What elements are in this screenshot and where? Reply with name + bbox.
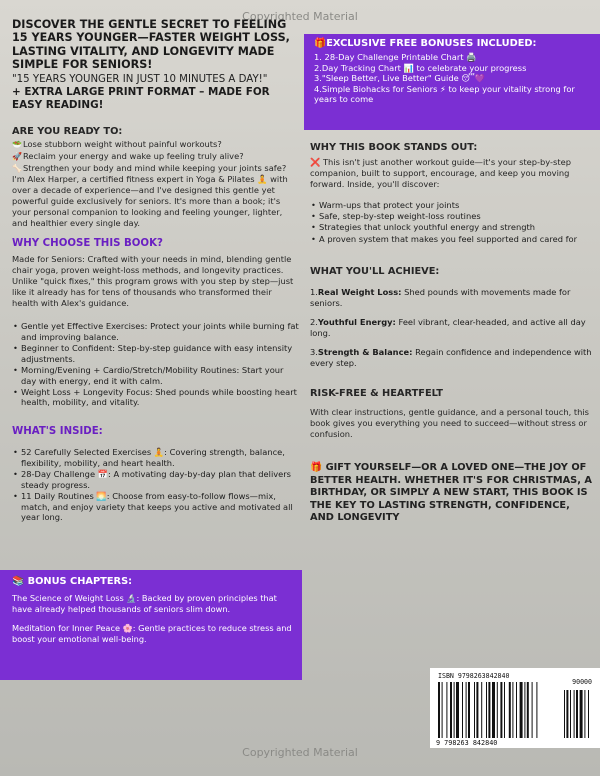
bowl-icon: 🥗 (12, 140, 22, 150)
barcode-bar (492, 682, 495, 738)
barcode-bar (509, 682, 511, 738)
barcode-bar (466, 682, 467, 738)
list-item: • Safe, step-by-step weight-loss routines (310, 211, 592, 222)
gift-callout: 🎁 GIFT YOURSELF—OR A LOVED ONE—THE JOY OF BETTER HEALTH. WHETHER IT'S FOR CHRISTMAS, A BIRTHDAY, OR SIMPLY A NEW START, THIS BOOK IS THE KEY TO LASTING STRENGTH, CONFIDENCE, AND LONGEVITY (310, 462, 592, 524)
barcode-addon-bar (576, 690, 578, 738)
barcode-bars (438, 682, 594, 738)
watermark-bottom: Copyrighted Material (242, 746, 358, 759)
list-item: • 11 Daily Routines 🌅: Choose from easy-to-follow flows—mix, match, and enjoy variety that keeps you active and motivated all year long. (12, 491, 300, 523)
barcode-bar (462, 682, 463, 738)
ready-line-2: 🚀Reclaim your energy and wake up feeling truly alive? (12, 151, 244, 162)
bonus-chapter-item: Meditation for Inner Peace 🌸: Gentle practices to reduce stress and boost your emotional well-being. (12, 623, 292, 644)
ready-line-1: 🥗Lose stubborn weight without painful workouts? (12, 139, 222, 150)
barcode-bar (481, 682, 482, 738)
watermark-top: Copyrighted Material (242, 10, 358, 23)
exclusive-bonuses-banner (304, 34, 600, 130)
stands-out-list (310, 200, 592, 244)
bonus-chapters-banner (0, 570, 302, 680)
barcode-bar (527, 682, 529, 738)
barcode-bar (516, 682, 517, 738)
barcode-bar (476, 682, 478, 738)
barcode-bar (442, 682, 443, 738)
barcode-bar (454, 682, 455, 738)
list-item: • Strategies that unlock youthful energy and strength (310, 222, 592, 233)
stands-out-heading: WHY THIS BOOK STANDS OUT: (310, 142, 478, 153)
why-choose-heading: WHY CHOOSE THIS BOOK? (12, 238, 163, 250)
ready-lines (12, 139, 300, 229)
left-column (12, 18, 300, 524)
barcode-bar (486, 682, 487, 738)
headline-extra: + EXTRA LARGE PRINT FORMAT – MADE FOR EASY READING! (12, 86, 270, 112)
barcode-digits: 9 798263 842840 (436, 739, 498, 747)
bonus-chapters-heading: 📚 BONUS CHAPTERS: (12, 576, 133, 587)
bonus-chapter-item: The Science of Weight Loss 🔬: Backed by proven principles that have already helped thousands of seniors slim down. (12, 593, 277, 614)
bone-icon: 🦴 (12, 164, 22, 174)
barcode-bar (474, 682, 475, 738)
rocket-icon: 🚀 (12, 152, 22, 162)
barcode-addon-bar (564, 690, 565, 738)
list-item: • Beginner to Confident: Step-by-step guidance with easy intensity adjustments. (12, 343, 300, 364)
ready-heading: ARE YOU READY TO: (12, 126, 123, 138)
bonus-item: 3."Sleep Better, Live Better" Guide 😴💜 (314, 73, 486, 84)
list-item: • 28-Day Challenge 📅: A motivating day-by-day plan that delivers steady progress. (12, 469, 300, 490)
barcode-bar (446, 682, 447, 738)
exclusive-bonuses-heading: 🎁EXCLUSIVE FREE BONUSES INCLUDED: (314, 38, 537, 49)
barcode-bar (500, 682, 502, 738)
list-item: • Gentle yet Effective Exercises: Protect your joints while burning fat and improving balance. (12, 321, 300, 342)
barcode-addon-bar (566, 690, 568, 738)
barcode-addon-bar (580, 690, 583, 738)
bonus-item: 4.Simple Biohacks for Seniors ⚡ to keep your vitality strong for years to come (314, 83, 575, 105)
barcode-bar (504, 682, 505, 738)
isbn-barcode (430, 668, 600, 748)
headline-quote: "15 YEARS YOUNGER IN JUST 10 MINUTES A DAY!" (12, 73, 268, 85)
barcode-bar (524, 682, 525, 738)
achieve-item: 1.Real Weight Loss: Shed pounds with movements made for seniors. (310, 287, 571, 308)
risk-free-section (310, 388, 592, 440)
achieve-item: 3.Strength & Balance: Regain confidence and independence with every step. (310, 347, 592, 368)
list-item: • 52 Carefully Selected Exercises 🧘: Covering strength, balance, flexibility, mobility, and heart health. (12, 447, 300, 468)
isbn-label: ISBN 9798263842840 (438, 672, 510, 680)
list-item: • Morning/Evening + Cardio/Stretch/Mobility Routines: Start your day with energy, end it with calm. (12, 365, 300, 386)
headline: DISCOVER THE GENTLE SECRET TO FEELING 15 YEARS YOUNGER—FASTER WEIGHT LOSS, LASTING VITALITY, AND LONGEVITY MADE SIMPLE FOR SENIORS! (12, 18, 290, 72)
barcode-bar (497, 682, 498, 738)
bonus-item: 2.Day Tracking Chart 📊 to celebrate your progress (314, 62, 527, 73)
barcode-bar (488, 682, 490, 738)
list-item: • Weight Loss + Longevity Focus: Shed pounds while boosting heart health, mobility, and vitality. (12, 387, 300, 408)
barcode-bar (450, 682, 452, 738)
barcode-bar (532, 682, 533, 738)
barcode-addon-bar (570, 690, 571, 738)
achieve-section (310, 266, 592, 377)
whats-inside-list (12, 447, 300, 523)
barcode-bar (536, 682, 537, 738)
barcode-bar (468, 682, 470, 738)
barcode-bar (438, 682, 440, 738)
barcode-addon-bar (588, 690, 589, 738)
bonus-item: 1. 28-Day Challenge Printable Chart 🖨️ (314, 52, 477, 62)
ready-line-3: 🦴Strengthen your body and mind while keeping your joints safe? I'm Alex Harper, a certified fitness expert in Yoga & Pilates 🧘 with over a decade of experience—and I've designed this gentle yet powerful guide exclusively for seniors. It's more than a book; it's your personal companion to looking and feeling younger, lighter, and healthier every single day. (12, 163, 288, 229)
whats-inside-heading: WHAT'S INSIDE: (12, 426, 103, 438)
achieve-item: 2.Youthful Energy: Feel vibrant, clear-headed, and active all day long. (310, 317, 586, 338)
why-choose-list (12, 321, 300, 408)
stands-out-paragraph: ❌ This isn't just another workout guide—it's your step-by-step companion, built to support, encourage, and keep you moving forward. Inside, you'll discover: (310, 157, 571, 189)
barcode-addon-bar (584, 690, 585, 738)
barcode-addon-bar (574, 690, 575, 738)
list-item: • A proven system that makes you feel supported and cared for (310, 234, 592, 245)
list-item: • Warm-ups that protect your joints (310, 200, 592, 211)
risk-free-paragraph: With clear instructions, gentle guidance, and a personal touch, this book gives you everything you need to succeed—without stress or confusion. (310, 407, 590, 439)
isbn-addon-code: 90000 (572, 678, 592, 686)
risk-free-heading: RISK-FREE & HEARTFELT (310, 388, 443, 399)
barcode-bar (512, 682, 513, 738)
barcode-bar (520, 682, 523, 738)
barcode-bar (456, 682, 459, 738)
stands-out-section (310, 142, 592, 245)
achieve-heading: WHAT YOU'LL ACHIEVE: (310, 266, 440, 277)
why-choose-paragraph: Made for Seniors: Crafted with your needs in mind, blending gentle chair yoga, proven weight-loss methods, and longevity practices. Unlike "quick fixes," this program grows with you step by step—just like it already has for tens of thousands who transformed their health with Alex's guidance. (12, 254, 294, 309)
